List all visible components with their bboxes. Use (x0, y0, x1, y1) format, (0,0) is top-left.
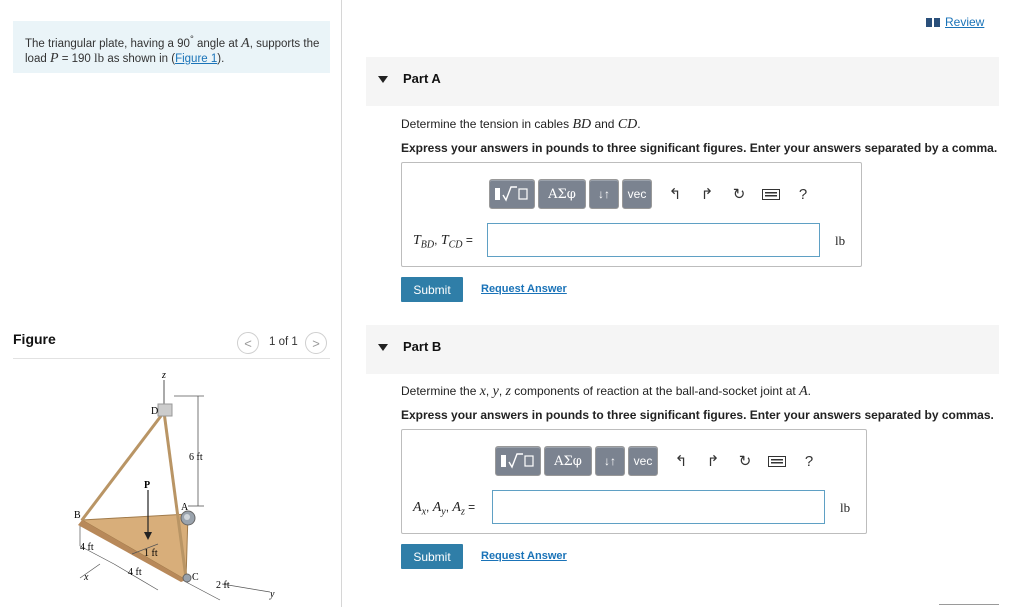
part-b-answer-box (401, 429, 867, 534)
support-c (183, 574, 191, 582)
part-a-answer-input[interactable] (487, 223, 820, 257)
part-b-question: Determine the x, y, z components of reaction at the ball-and-socket joint at A. (401, 384, 812, 399)
keyboard-icon[interactable] (755, 179, 787, 209)
redo-icon[interactable]: ↱ (700, 186, 714, 203)
svg-text:x: x (84, 572, 89, 583)
svg-text:B: B (74, 510, 81, 521)
reset-icon[interactable]: ↻ (738, 453, 752, 470)
cable-bd (82, 412, 164, 520)
help-icon[interactable]: ? (798, 185, 808, 203)
part-a-toolbar (489, 179, 819, 209)
template-icon (494, 185, 530, 203)
triangular-plate-figure (70, 368, 300, 603)
svg-text:6 ft: 6 ft (189, 452, 203, 463)
figure-header (13, 329, 330, 359)
svg-text:2 ft: 2 ft (216, 580, 230, 591)
svg-text:y: y (270, 589, 275, 600)
part-a-answer-label: $T_{BD}$, $T_{CD}$ = (413, 233, 473, 251)
part-a-submit-button[interactable]: Submit (401, 277, 463, 302)
undo-icon[interactable]: ↰ (674, 453, 688, 470)
part-b-unit: lb (840, 500, 851, 515)
part-b-instruction: Express your answers in pounds to three significant figures. Enter your answers separated by commas. (401, 408, 994, 422)
part-a-instruction: Express your answers in pounds to three significant figures. Enter your answers separated by a comma. (401, 141, 998, 155)
svg-text:D: D (151, 406, 159, 417)
svg-text:P: P (144, 480, 151, 491)
reset-icon[interactable]: ↻ (732, 186, 746, 203)
part-a-request-answer-link[interactable]: Request Answer (481, 283, 567, 295)
collapse-triangle-icon (378, 76, 388, 83)
svg-text:4 ft: 4 ft (80, 542, 94, 553)
subscript-superscript-button[interactable]: ↓↑ (589, 179, 619, 209)
part-b-submit-button[interactable]: Submit (401, 544, 463, 569)
book-icon (926, 18, 940, 27)
figure-pager-text: 1 of 1 (269, 336, 298, 348)
next-figure-button[interactable]: > (305, 332, 327, 354)
undo-icon[interactable]: ↰ (668, 186, 682, 203)
review-link[interactable]: Review (926, 15, 984, 29)
support-d (158, 404, 172, 416)
part-a-answer-box (401, 162, 862, 267)
part-b-answer-label: $A_x$, $A_y$, $A_z$ = (413, 500, 476, 518)
template-icon (500, 452, 536, 470)
help-icon[interactable]: ? (804, 452, 814, 470)
svg-text:A: A (181, 502, 189, 513)
figure-link[interactable]: Figure 1 (175, 52, 218, 65)
collapse-triangle-icon (378, 344, 388, 351)
svg-text:4 ft: 4 ft (128, 567, 142, 578)
templates-button[interactable] (495, 446, 541, 476)
left-panel (0, 0, 342, 607)
part-a-header[interactable]: Part A (366, 57, 999, 106)
part-b-answer-input[interactable] (492, 490, 825, 524)
bottom-divider (939, 604, 999, 605)
templates-button[interactable] (489, 179, 535, 209)
greek-symbols-button[interactable]: ΑΣφ (538, 179, 586, 209)
vector-button[interactable]: vec (628, 446, 658, 476)
svg-text:z: z (162, 370, 166, 381)
svg-text:1 ft: 1 ft (144, 548, 158, 559)
keyboard-icon[interactable] (761, 446, 793, 476)
prev-figure-button[interactable]: < (237, 332, 259, 354)
subscript-superscript-button[interactable]: ↓↑ (595, 446, 625, 476)
redo-icon[interactable]: ↱ (706, 453, 720, 470)
svg-text:C: C (192, 572, 199, 583)
part-b-toolbar (495, 446, 825, 476)
part-b-request-answer-link[interactable]: Request Answer (481, 550, 567, 562)
problem-statement: The triangular plate, having a 90° angle at A, supports the load P = 190 lb as shown in (Figure 1). (13, 21, 330, 73)
part-a-unit: lb (835, 233, 846, 248)
greek-symbols-button[interactable]: ΑΣφ (544, 446, 592, 476)
figure-title: Figure (13, 331, 56, 347)
part-b-header[interactable]: Part B (366, 325, 999, 374)
part-a-question: Determine the tension in cables BD and CD. (401, 117, 641, 132)
vector-button[interactable]: vec (622, 179, 652, 209)
